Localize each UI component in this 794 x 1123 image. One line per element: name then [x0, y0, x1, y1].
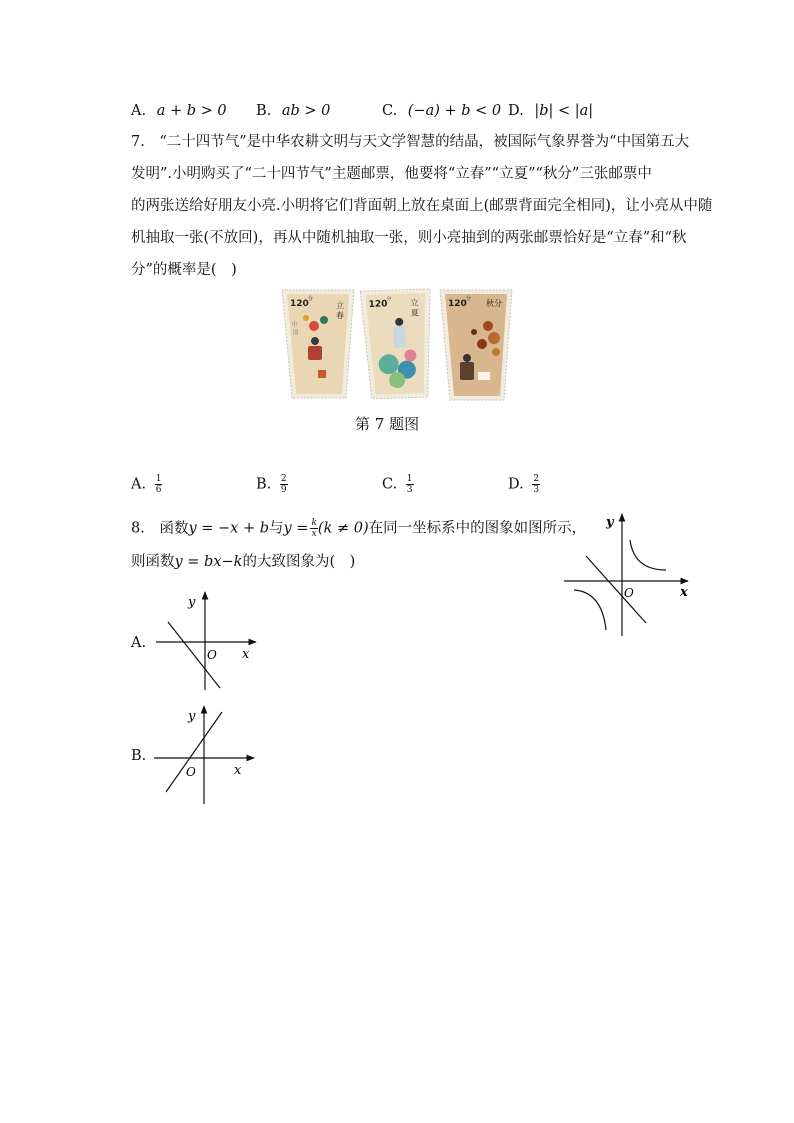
origin-label: O — [186, 765, 196, 779]
q6-option-b[interactable] — [256, 101, 330, 121]
hyperbola-branch-2 — [574, 590, 606, 630]
option-expression: (−a) + b < 0 — [407, 103, 502, 119]
fraction — [532, 474, 540, 495]
stamp-value: 120 — [368, 299, 388, 310]
x-axis-label: x — [242, 647, 250, 662]
q7-line-5: 分”的概率是( ) — [131, 262, 237, 278]
fraction — [280, 474, 288, 495]
numerator: 1 — [406, 474, 413, 484]
option-label: C. — [382, 476, 398, 493]
stamp-unit: 分 — [466, 296, 472, 302]
q7-option-a[interactable] — [131, 474, 162, 495]
q8-option-b-graph[interactable] — [150, 704, 262, 808]
q8-option-a-label[interactable]: A. — [131, 635, 147, 651]
line-graph — [166, 712, 222, 792]
question-text: 函数 — [159, 520, 189, 537]
q8-option-b-label[interactable]: B. — [131, 748, 147, 764]
q6-option-a[interactable] — [131, 101, 227, 121]
stamp-title: 立 — [410, 298, 419, 308]
stamp-title: 夏 — [410, 308, 420, 318]
origin-label: O — [624, 586, 634, 600]
hyperbola-branch-1 — [630, 540, 666, 570]
question-number: 8. — [131, 520, 145, 537]
numerator: 2 — [280, 474, 287, 484]
q8-option-a-graph[interactable] — [150, 590, 262, 694]
q8-line-2 — [131, 552, 355, 572]
stamp-title: 立 — [336, 301, 344, 310]
y-axis-label: y — [188, 709, 196, 724]
q6-option-c[interactable] — [382, 101, 501, 121]
option-label: B. — [256, 103, 272, 119]
stamp-value: 120 — [290, 299, 309, 309]
option-label: A. — [131, 476, 147, 493]
formula: y = bx−k — [174, 554, 243, 570]
q7-line-2: 发明”.小明购买了“二十四节气”主题邮票，他要将“立春”“立夏”“秋分”三张邮票中 — [131, 166, 652, 182]
q8-reference-graph — [556, 508, 696, 642]
question-text: 则函数 — [131, 554, 175, 570]
q7-line-1: 7. “二十四节气”是中华农耕文明与天文学智慧的结晶，被国际气象界誉为“中国第五大 — [131, 134, 690, 150]
y-axis-label: y — [188, 595, 196, 610]
q8-line-1 — [131, 518, 586, 539]
stamp-unit: 分 — [386, 296, 392, 303]
formula: y = — [283, 520, 309, 537]
origin-label: O — [207, 648, 217, 662]
numerator: k — [311, 518, 317, 528]
fraction — [155, 474, 163, 495]
q7-line-4: 机抽取一张(不放回)，再从中随机抽取一张，则小亮抽到的两张邮票恰好是“立春”和“秋 — [131, 230, 687, 246]
line-graph — [586, 556, 646, 623]
q6-option-d[interactable] — [508, 101, 593, 121]
q7-line-3: 的两张送给好朋友小亮.小明将它们背面朝上放在桌面上(邮票背面完全相同)，让小亮从中随 — [131, 198, 713, 214]
stamp-lichun — [282, 290, 354, 398]
option-label: D. — [508, 103, 524, 119]
option-label: D. — [508, 476, 524, 493]
denominator: 9 — [280, 485, 287, 495]
stamp-qiufen — [440, 290, 512, 400]
stamp-lixia — [360, 289, 434, 399]
formula: y = −x + b — [188, 520, 269, 537]
x-axis-label: x — [680, 585, 688, 600]
option-expression: |b| < |a| — [534, 103, 594, 119]
formula: (k ≠ 0) — [317, 520, 369, 537]
fraction — [406, 474, 414, 495]
stamp-country: 国 — [293, 330, 299, 336]
q7-option-c[interactable] — [382, 474, 414, 495]
stamp-title: 春 — [336, 311, 344, 320]
q7-option-d[interactable] — [508, 474, 540, 495]
x-axis-label: x — [234, 763, 242, 778]
question-text: 在同一坐标系中的图象如图所示， — [368, 520, 587, 537]
denominator: 3 — [533, 485, 540, 495]
stamp-country: 中 — [292, 322, 298, 328]
question-text: 的大致图象为( ) — [242, 554, 356, 570]
q7-stamps-figure — [278, 286, 514, 406]
stamp-value: 120 — [448, 299, 467, 309]
numerator: 2 — [533, 474, 540, 484]
option-label: A. — [131, 103, 147, 119]
question-text: 与 — [269, 520, 284, 537]
denominator: 6 — [155, 485, 162, 495]
option-expression: ab > 0 — [281, 103, 331, 119]
fraction — [310, 518, 317, 539]
denominator: x — [311, 529, 317, 539]
option-label: B. — [256, 476, 272, 493]
stamp-title: 分 — [494, 299, 502, 308]
q7-figure-caption: 第 7 题图 — [355, 415, 420, 433]
denominator: 3 — [406, 485, 413, 495]
y-axis-label: y — [606, 515, 614, 530]
stamp-unit: 分 — [308, 296, 314, 302]
stamp-title: 秋 — [486, 299, 494, 308]
option-label: C. — [382, 103, 398, 119]
numerator: 1 — [155, 474, 162, 484]
q7-option-b[interactable] — [256, 474, 288, 495]
option-expression: a + b > 0 — [156, 103, 227, 119]
